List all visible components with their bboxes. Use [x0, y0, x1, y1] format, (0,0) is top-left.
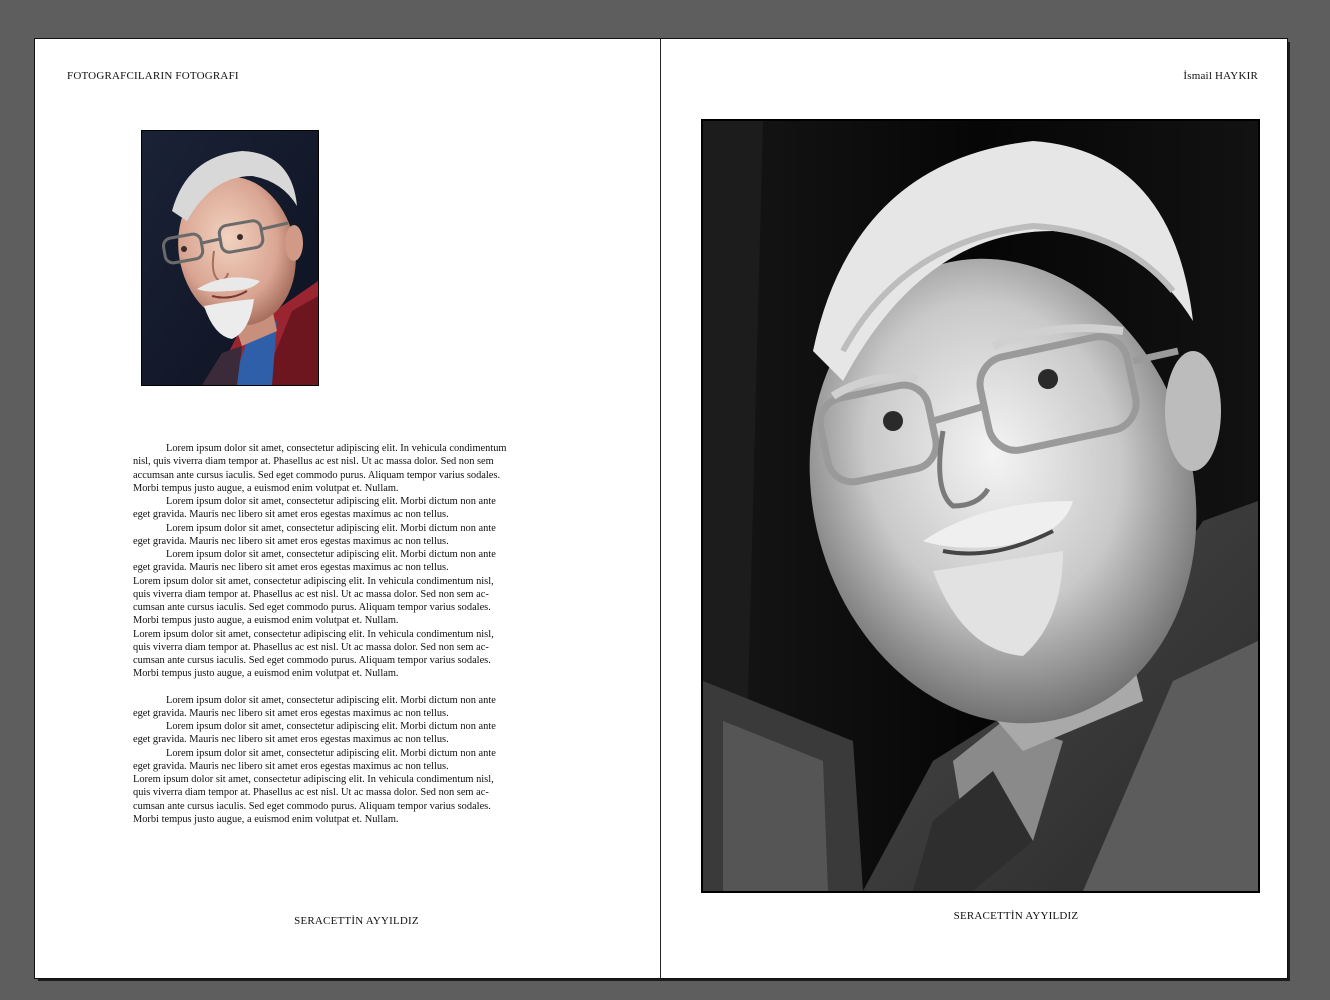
body-text-line: Morbi tempus justo augue, a euismod enim volutpat et. Nullam.: [133, 813, 399, 825]
book-spread: [35, 39, 1287, 978]
body-text-line: nisl, quis viverra diam tempor at. Phasellus ac est nisl. Ut ac massa dolor. Sed non sem: [133, 456, 494, 468]
body-text-column: [133, 442, 533, 826]
body-text-line: Lorem ipsum dolor sit amet, consectetur adipiscing elit. In vehicula condimentum nisl,: [133, 774, 494, 785]
body-text-line: cumsan ante cursus iaculis. Sed eget commodo purus. Aliquam tempor varius sodales.: [133, 655, 491, 666]
footer-right: SERACETTİN AYYILDIZ: [953, 910, 1079, 922]
footer-left: SERACETTİN AYYILDIZ: [294, 915, 419, 927]
body-text-line: Lorem ipsum dolor sit amet, consectetur adipiscing elit. Morbi dictum non ante: [166, 496, 496, 507]
body-text-line: eget gravida. Mauris nec libero sit amet eros egestas maximus ac non tellus.: [133, 509, 449, 521]
bw-portrait-photo: [701, 119, 1260, 893]
color-portrait-photo: [141, 130, 319, 386]
body-text-line: Morbi tempus justo augue, a euismod enim volutpat et. Nullam.: [133, 482, 399, 494]
body-text-line: Lorem ipsum dolor sit amet, consectetur adipiscing elit. Morbi dictum non ante: [166, 747, 496, 759]
body-text-line: Morbi tempus justo augue, a euismod enim volutpat et. Nullam.: [133, 668, 399, 680]
body-text-line: quis viverra diam tempor at. Phasellus ac est nisl. Ut ac massa dolor. Sed non sem ac-: [133, 787, 489, 799]
body-text-line: Lorem ipsum dolor sit amet, consectetur adipiscing elit. Morbi dictum non ante: [166, 721, 496, 732]
left-page: [35, 39, 660, 978]
body-text-line: Lorem ipsum dolor sit amet, consectetur adipiscing elit. Morbi dictum non ante: [166, 549, 496, 560]
body-text-line: Lorem ipsum dolor sit amet, consectetur adipiscing elit. In vehicula condimentum nisl,: [133, 575, 494, 587]
body-text-line: Lorem ipsum dolor sit amet, consectetur adipiscing elit. Morbi dictum non ante: [166, 522, 496, 534]
body-text-line: eget gravida. Mauris nec libero sit amet eros egestas maximus ac non tellus.: [133, 734, 449, 746]
body-text-line: accumsan ante cursus iaculis. Sed eget commodo purus. Aliquam tempor varius sodales.: [133, 469, 501, 481]
body-text-line: cumsan ante cursus iaculis. Sed eget commodo purus. Aliquam tempor varius sodales.: [133, 602, 491, 613]
body-text-line: eget gravida. Mauris nec libero sit amet eros egestas maximus ac non tellus.: [133, 562, 449, 574]
body-text-line: quis viverra diam tempor at. Phasellus ac est nisl. Ut ac massa dolor. Sed non sem ac-: [133, 641, 489, 653]
color-portrait-illustration: [142, 131, 318, 385]
body-text-line: eget gravida. Mauris nec libero sit amet eros egestas maximus ac non tellus.: [133, 707, 449, 719]
bw-portrait-illustration: [703, 121, 1258, 891]
running-head-left: FOTOGRAFCILARIN FOTOGRAFI: [67, 70, 239, 82]
body-text-line: Lorem ipsum dolor sit amet, consectetur adipiscing elit. Morbi dictum non ante: [166, 694, 496, 706]
body-text-line: eget gravida. Mauris nec libero sit amet eros egestas maximus ac non tellus.: [133, 535, 449, 547]
body-text-line: Morbi tempus justo augue, a euismod enim volutpat et. Nullam.: [133, 615, 399, 627]
body-text-line: cumsan ante cursus iaculis. Sed eget commodo purus. Aliquam tempor varius sodales.: [133, 800, 491, 812]
body-text-line: Lorem ipsum dolor sit amet, consectetur adipiscing elit. In vehicula condimentum nisl,: [133, 628, 494, 640]
body-text-line: quis viverra diam tempor at. Phasellus ac est nisl. Ut ac massa dolor. Sed non sem ac-: [133, 588, 489, 600]
running-head-right: İsmail HAYKIR: [1183, 70, 1258, 82]
right-page: [661, 39, 1287, 978]
body-text-line: Lorem ipsum dolor sit amet, consectetur adipiscing elit. In vehicula condimentum: [166, 443, 507, 454]
body-text-line: eget gravida. Mauris nec libero sit amet eros egestas maximus ac non tellus.: [133, 760, 449, 772]
paragraph-spacer: [133, 681, 533, 694]
